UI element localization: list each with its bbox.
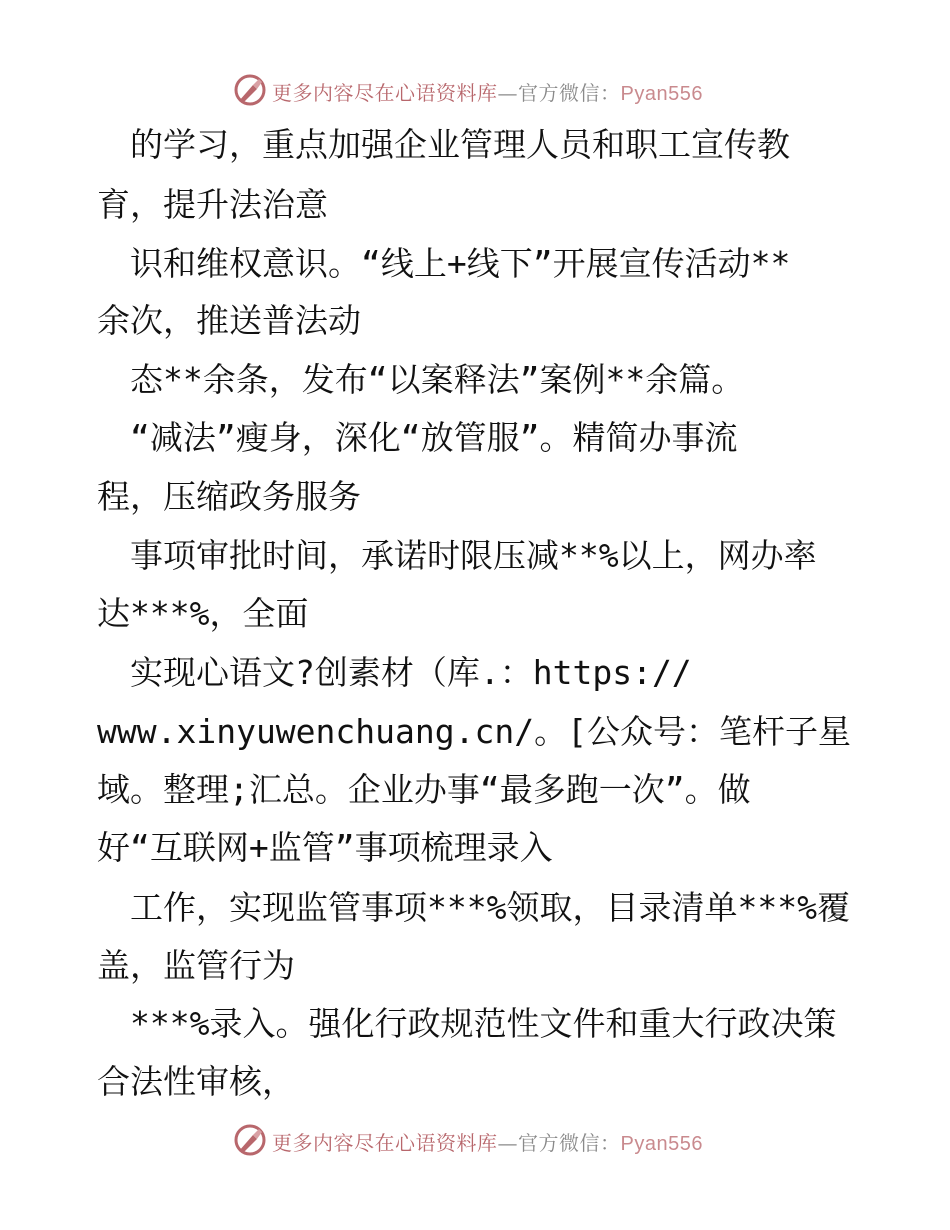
watermark-wechat-label: 官方微信： bbox=[518, 81, 621, 105]
body-line: 合法性审核， bbox=[97, 1062, 295, 1101]
body-line: 工作，实现监管事项***%领取，目录清单***%覆 bbox=[97, 888, 850, 927]
pen-logo-icon bbox=[233, 1123, 267, 1157]
body-line: 好“互联网+监管”事项梳理录入 bbox=[97, 828, 553, 867]
body-line: 事项审批时间，承诺时限压减**%以上，网办率 bbox=[97, 536, 817, 575]
watermark-footer bbox=[0, 1120, 950, 1160]
watermark-separator: — bbox=[497, 81, 518, 105]
body-line: www.xinyuwenchuang.cn/。[公众号：笔杆子星 bbox=[97, 712, 851, 751]
body-line: 的学习，重点加强企业管理人员和职工宣传教 bbox=[97, 125, 790, 164]
watermark-header bbox=[0, 70, 950, 110]
body-line: 域。整理;汇总。企业办事“最多跑一次”。做 bbox=[97, 770, 751, 809]
pen-logo-icon bbox=[233, 73, 267, 107]
watermark-title: 更多内容尽在心语资料库 bbox=[272, 1131, 498, 1155]
body-line: 程，压缩政务服务 bbox=[97, 477, 361, 516]
body-line: 识和维权意识。“线上+线下”开展宣传活动** bbox=[97, 244, 791, 283]
body-line: 余次，推送普法动 bbox=[97, 301, 361, 340]
watermark-title: 更多内容尽在心语资料库 bbox=[272, 81, 498, 105]
body-line: 实现心语文?创素材（库.：https:// bbox=[97, 653, 692, 692]
body-line: “减法”瘦身，深化“放管服”。精简办事流 bbox=[97, 418, 738, 457]
body-line: 盖，监管行为 bbox=[97, 946, 295, 985]
body-line: 态**余条，发布“以案释法”案例**余篇。 bbox=[97, 360, 745, 399]
body-line: 达***%，全面 bbox=[97, 594, 309, 633]
body-line: ***%录入。强化行政规范性文件和重大行政决策 bbox=[97, 1004, 837, 1043]
watermark-separator: — bbox=[497, 1131, 518, 1155]
watermark-wechat-id: Pyan556 bbox=[620, 1133, 703, 1155]
body-line: 育，提升法治意 bbox=[97, 185, 328, 224]
watermark-wechat-id: Pyan556 bbox=[620, 83, 703, 105]
watermark-wechat-label: 官方微信： bbox=[518, 1131, 621, 1155]
watermark-text bbox=[272, 1127, 703, 1156]
watermark-text bbox=[272, 77, 703, 106]
